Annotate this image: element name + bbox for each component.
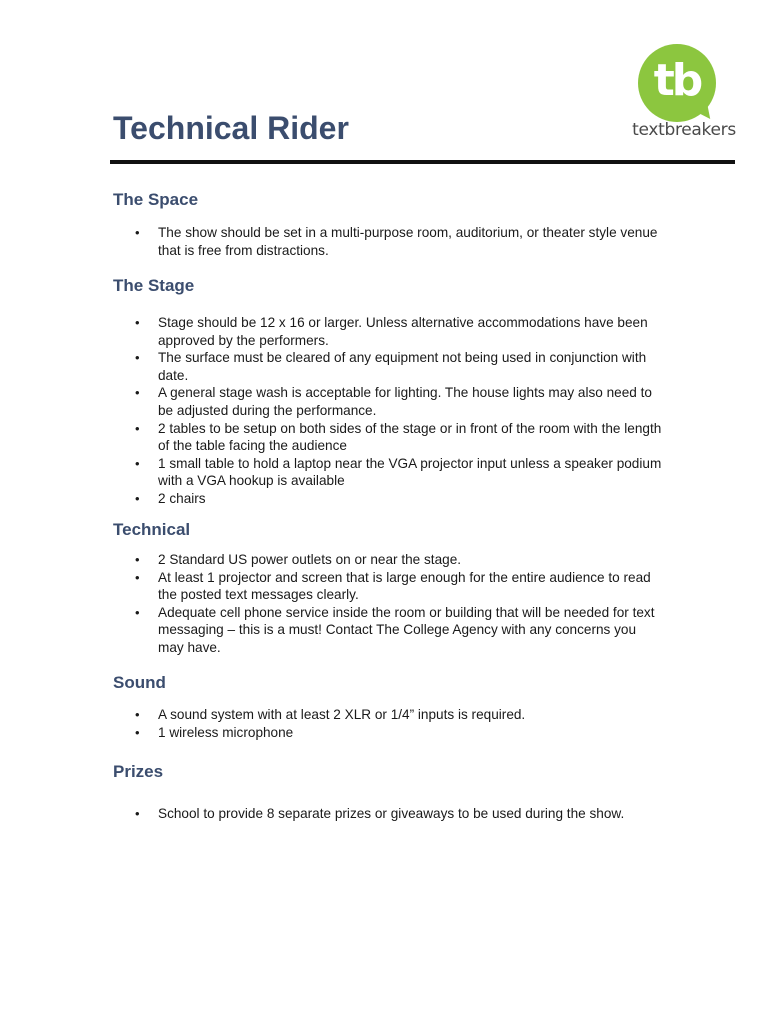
section-heading-technical: Technical (113, 520, 191, 539)
list-item-text: School to provide 8 separate prizes or giveaways to be used during the show. (158, 806, 625, 821)
list-item-text: The surface must be cleared of any equipment not being used in conjunction with date. (158, 350, 647, 383)
list-item (135, 706, 665, 724)
list-item-text: 1 small table to hold a laptop near the VGA projector input unless a speaker podium with a VGA hookup is available (158, 455, 662, 489)
list-item (135, 349, 665, 384)
section-heading-prizes: Prizes (113, 762, 164, 781)
list-item-text: 2 tables to be setup on both sides of the stage or in front of the room with the length of the table facing the audience (158, 420, 662, 454)
bullet-list-sound (135, 706, 665, 741)
bullet-icon: • (135, 724, 140, 740)
bullet-icon: • (135, 455, 140, 471)
bullet-icon: • (135, 350, 140, 366)
title-underline (110, 160, 735, 164)
list-item (135, 569, 665, 604)
bullet-icon: • (135, 490, 140, 506)
logo-monogram: tb (653, 55, 701, 106)
list-item (135, 224, 665, 259)
bullet-icon: • (135, 707, 140, 722)
list-item-text: The show should be set in a multi-purpose room, auditorium, or theater style venue that is free from distractions. (158, 225, 658, 258)
bullet-list-the-stage (135, 314, 665, 508)
section-heading-the-space: The Space (113, 190, 199, 209)
bullet-icon: • (135, 604, 140, 620)
list-item (135, 551, 665, 569)
list-item (135, 604, 665, 657)
bullet-icon: • (135, 552, 140, 567)
list-item (135, 420, 665, 455)
bullet-icon: • (135, 420, 140, 436)
list-item (135, 724, 665, 742)
bullet-icon: • (135, 315, 140, 330)
logo-wordmark: textbreakers (632, 120, 736, 140)
bullet-list-technical (135, 551, 665, 657)
bullet-list-prizes (135, 805, 665, 823)
textbreakers-logo (626, 40, 742, 146)
list-item-text: Stage should be 12 x 16 or larger. Unless alternative accommodations have been approved by the performers. (158, 315, 648, 348)
list-item-text: 1 wireless microphone (158, 724, 294, 740)
bullet-icon: • (135, 385, 140, 401)
section-heading-sound: Sound (113, 673, 166, 692)
list-item-text: A sound system with at least 2 XLR or 1/4” inputs is required. (158, 707, 526, 722)
list-item-text: A general stage wash is acceptable for lighting. The house lights may also need to be adjusted during the performance. (158, 385, 652, 418)
list-item (135, 384, 665, 419)
section-heading-the-stage: The Stage (113, 276, 195, 295)
list-item (135, 314, 665, 349)
bullet-icon: • (135, 225, 140, 240)
page-title: Technical Rider (113, 110, 349, 146)
list-item (135, 455, 665, 490)
list-item-text: Adequate cell phone service inside the room or building that will be needed for text messaging – this is a must! Contact The College Agency with any concerns you may have. (158, 604, 655, 655)
list-item-text: 2 chairs (158, 490, 206, 506)
bullet-list-the-space (135, 224, 665, 259)
list-item (135, 805, 665, 823)
list-item (135, 490, 665, 508)
bullet-icon: • (135, 806, 140, 821)
list-item-text: 2 Standard US power outlets on or near the stage. (158, 552, 462, 567)
list-item-text: At least 1 projector and screen that is large enough for the entire audience to read the posted text messages clearly. (158, 569, 651, 603)
bullet-icon: • (135, 569, 140, 585)
